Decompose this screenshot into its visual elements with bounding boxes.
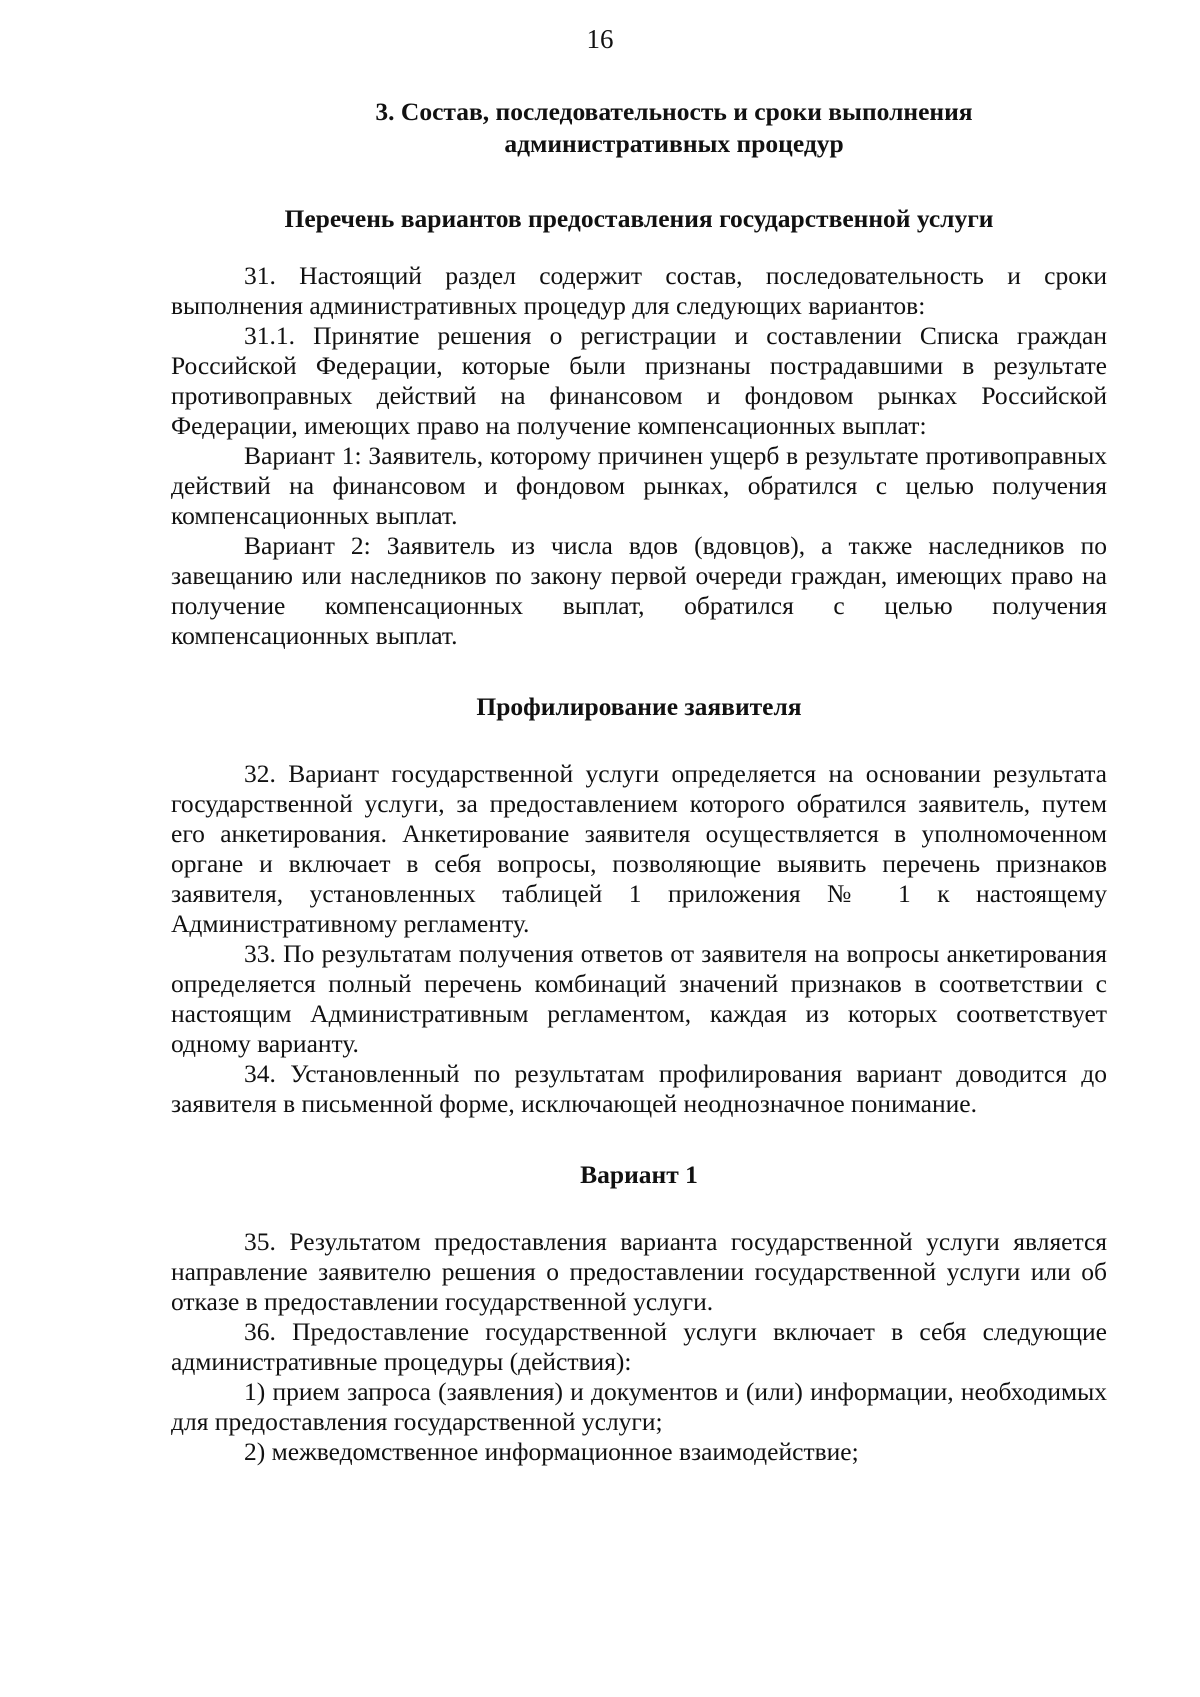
paragraph-35: 35. Результатом предоставления варианта государственной услуги является направление заявителю решения о предоставлении государственной услуги или об отказе в предоставлении государственной услуги.	[171, 1227, 1107, 1316]
section-title-line-1: 3. Состав, последовательность и сроки выполнения	[375, 97, 973, 126]
paragraph-variant-1: Вариант 1: Заявитель, которому причинен ущерб в результате противоправных действий на финансовом и фондовом рынках, обратился с целью получения компенсационных выплат.	[171, 441, 1107, 530]
paragraph-36: 36. Предоставление государственной услуги включает в себя следующие административные процедуры (действия):	[171, 1317, 1107, 1376]
list-item-1: 1) прием запроса (заявления) и документов и (или) информации, необходимых для предоставления государственной услуги;	[171, 1377, 1107, 1436]
paragraph-32: 32. Вариант государственной услуги определяется на основании результата государственной услуги, за предоставлением которого обратился заявитель, путем его анкетирования. Анкетирование заявителя осуществляется в уполномоченном органе и включает в себя вопросы, позволяющие выявить перечень признаков заявителя, установленных таблицей 1 приложения № 1 к настоящему Административному регламенту.	[171, 759, 1107, 938]
section-title-line-2: административных процедур	[504, 129, 844, 158]
paragraph-variant-2: Вариант 2: Заявитель из числа вдов (вдовцов), а также наследников по завещанию или наследников по закону первой очереди граждан, имеющих право на получение компенсационных выплат, обратился с целью получения компенсационных выплат.	[171, 531, 1107, 650]
subsection-title-variants-list: Перечень вариантов предоставления государственной услуги	[284, 204, 994, 233]
subsection-title-variant-1: Вариант 1	[580, 1160, 698, 1189]
paragraph-31: 31. Настоящий раздел содержит состав, последовательность и сроки выполнения административных процедур для следующих вариантов:	[171, 261, 1107, 320]
page-number: 16	[586, 24, 614, 54]
list-item-2: 2) межведомственное информационное взаимодействие;	[244, 1437, 859, 1466]
paragraph-31-1: 31.1. Принятие решения о регистрации и составлении Списка граждан Российской Федерации, которые были признаны пострадавшими в результате противоправных действий на финансовом и фондовом рынках Российской Федерации, имеющих право на получение компенсационных выплат:	[171, 321, 1107, 440]
subsection-title-profiling: Профилирование заявителя	[476, 692, 802, 721]
section-title	[171, 96, 1107, 160]
paragraph-33: 33. По результатам получения ответов от заявителя на вопросы анкетирования определяется полный перечень комбинаций значений признаков в соответствии с настоящим Административным регламентом, каждая из которых соответствует одному варианту.	[171, 939, 1107, 1058]
paragraph-34: 34. Установленный по результатам профилирования вариант доводится до заявителя в письменной форме, исключающей неоднозначное понимание.	[171, 1059, 1107, 1118]
page-content	[171, 96, 1107, 1467]
